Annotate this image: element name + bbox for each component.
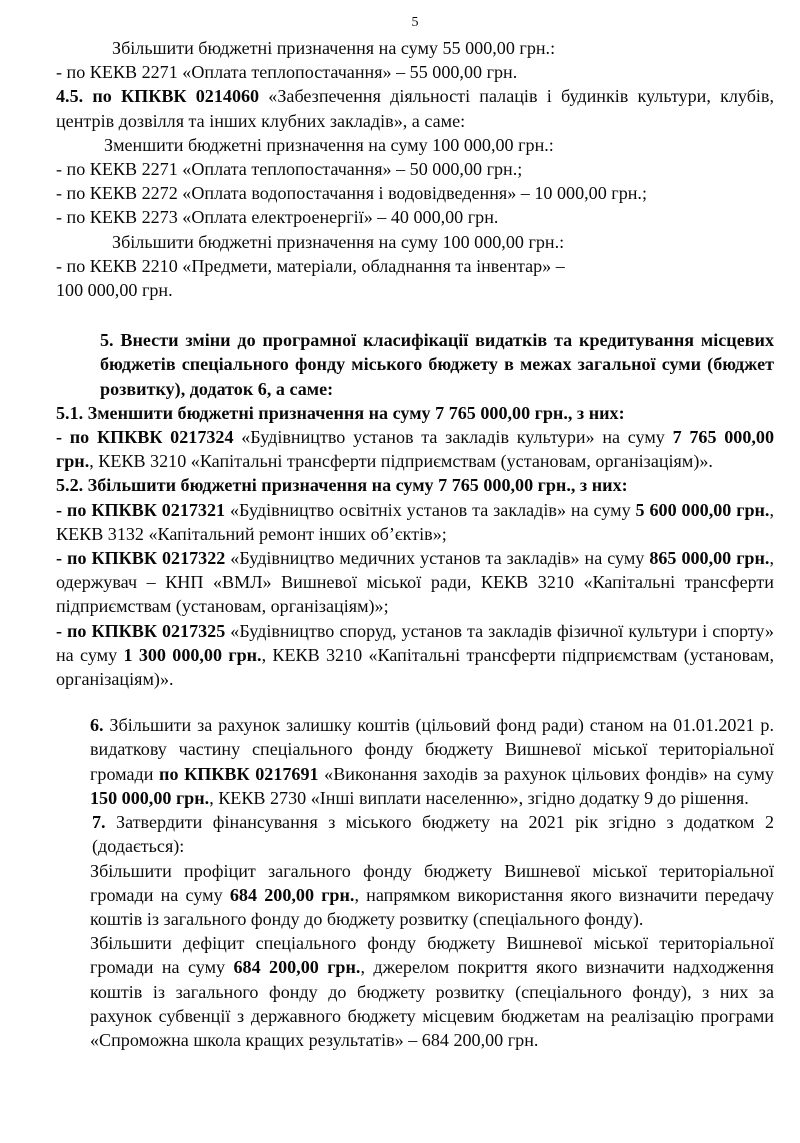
section-5-2-item-1-mid: «Будівництво освітніх установ та закладів» на суму: [225, 499, 636, 520]
section-5: [56, 328, 774, 691]
section-6-text-c: , КЕКВ 2730 «Інші виплати населенню», згідно додатку 9 до рішення.: [209, 787, 749, 808]
section-5-2-heading: 5.2. Збільшити бюджетні призначення на суму 7 765 000,00 грн., з них:: [56, 475, 628, 496]
section-5-2-item-1: [56, 498, 774, 546]
section-7-profit-amount: 684 200,00 грн.: [229, 884, 355, 905]
section-5-2-item-1-amount: 5 600 000,00 грн.: [635, 499, 770, 520]
kekv-2271-50000-line: - по КЕКВ 2271 «Оплата теплопостачання» – 50 000,00 грн.;: [56, 159, 523, 180]
kekv-2273-40000-line: - по КЕКВ 2273 «Оплата електроенергії» – 40 000,00 грн.: [56, 207, 499, 228]
section-6-amount: 150 000,00 грн.: [90, 787, 210, 808]
section-7-profit-paragraph: [56, 859, 774, 932]
section-6: [56, 713, 774, 810]
section-5-1-heading: 5.1. Зменшити бюджетні призначення на суму 7 765 000,00 грн., з них:: [56, 402, 625, 423]
section-7-deficit-paragraph: [56, 931, 774, 1052]
kekv-2210-line-1: - по КЕКВ 2210 «Предмети, матеріали, обладнання та інвентар» –: [56, 255, 565, 276]
section-5-2-item-1-suffix: , КЕКВ 3132 «Капітальний ремонт інших об’єктів»;: [56, 499, 774, 544]
section-5-2-item-2: [56, 546, 774, 619]
section-6-number: 6.: [90, 715, 104, 736]
section-5-2-item-3-mid: «Будівництво споруд, установ та закладів фізичної культури і спорту» на суму: [56, 620, 774, 665]
section-7-deficit-text-a: Збільшити дефіцит спеціального фонду бюджету Вишневої міської територіальної громади на суму: [90, 933, 774, 978]
section-6-text-a: Збільшити за рахунок залишку коштів (цільовий фонд ради) станом на 01.01.2021 р. видаткову частину спеціального фонду бюджету Вишневої міської територіальної громади: [90, 715, 774, 784]
section-5-2-item-2-suffix: , одержувач – КНП «ВМЛ» Вишневої міської ради, КЕКВ 3210 «Капітальні трансферти підприємствам (установам, організаціям)»;: [56, 548, 774, 617]
kekv-2271-55000-line: - по КЕКВ 2271 «Оплата теплопостачання» – 55 000,00 грн.: [56, 62, 518, 83]
section-5-1-item-1-amount: 7 765 000,00 грн.: [56, 427, 774, 472]
section-4-5-label: 4.5. по КПКВК 0214060: [56, 86, 260, 107]
decrease-100000-line: Зменшити бюджетні призначення на суму 100 000,00 грн.:: [104, 134, 554, 155]
section-4-5: [56, 84, 774, 302]
increase-100000-line: Збільшити бюджетні призначення на суму 100 000,00 грн.:: [112, 231, 565, 252]
kekv-2210-line-2: 100 000,00 грн.: [56, 280, 173, 301]
spacer: [56, 691, 774, 713]
section-7-deficit-amount: 684 200,00 грн.: [233, 957, 361, 978]
section-5-1-item-1-program: - по КПКВК 0217324: [56, 427, 234, 448]
section-7: [56, 810, 774, 1052]
section-4-5-description: «Забезпечення діяльності палаців і будинків культури, клубів, центрів дозвілля та інших клубних закладів», а саме:: [56, 86, 774, 131]
section-4-5-paragraph: [56, 84, 774, 132]
section-6-program: по КПКВК 0217691: [159, 763, 319, 784]
section-7-deficit-text-b: , джерелом покриття якого визначити надходження коштів із загального фонду до бюджету розвитку (спеціального фонду), з них за рахунок субвенції з державного бюджету місцевим бюджетам на реалізацію програми «Спроможна школа кращих результатів» – 684 200,00 грн.: [90, 957, 774, 1050]
section-5-1-item-1: [56, 425, 774, 473]
section-5-2-item-3-program: - по КПКВК 0217325: [56, 620, 226, 641]
section-6-paragraph: [56, 713, 774, 810]
section-5-2-item-3-amount: 1 300 000,00 грн.: [123, 644, 262, 665]
section-7-profit-text-b: , напрямком використання якого визначити передачу коштів із загального фонду до бюджету розвитку (спеціального фонду).: [90, 884, 774, 929]
increase-55000-line: Збільшити бюджетні призначення на суму 55 000,00 грн.:: [112, 38, 556, 58]
section-7-profit-text-a: Збільшити профіцит загального фонду бюджету Вишневої міської територіальної громади на суму: [90, 860, 774, 905]
section-5-2-item-2-program: - по КПКВК 0217322: [56, 548, 226, 569]
section-5-2-item-2-amount: 865 000,00 грн.: [649, 548, 770, 569]
page-number: 5: [411, 15, 419, 30]
section-6-text-b: «Виконання заходів за рахунок цільових фондів» на суму: [318, 763, 774, 784]
section-4-4-tail: [56, 36, 774, 84]
section-7-paragraph: [56, 810, 774, 858]
section-5-1-item-1-suffix: , КЕКВ 3210 «Капітальні трансферти підприємствам (установам, організаціям)».: [89, 451, 713, 472]
spacer: [56, 302, 774, 328]
section-5-2-item-3-suffix: , КЕКВ 3210 «Капітальні трансферти підприємствам (установам, організаціям)».: [56, 644, 774, 690]
section-5-1-item-1-mid: «Будівництво установ та закладів культури» на суму: [233, 427, 673, 448]
section-5-heading: 5. Внести зміни до програмної класифікації видатків та кредитування місцевих бюджетів спеціального фонду міського бюджету в межах загальної суми (бюджет розвитку), додаток 6, а саме:: [100, 330, 774, 399]
section-5-2-item-1-program: - по КПКВК 0217321: [56, 499, 226, 520]
section-7-number: 7.: [92, 812, 106, 833]
section-7-text: Затвердити фінансування з міського бюджету на 2021 рік згідно з додатком 2 (додається):: [92, 812, 774, 857]
kekv-2272-10000-line: - по КЕКВ 2272 «Оплата водопостачання і водовідведення» – 10 000,00 грн.;: [56, 183, 647, 204]
section-5-2-item-2-mid: «Будівництво медичних установ та закладів» на суму: [225, 548, 650, 569]
section-5-2-item-3: [56, 619, 774, 692]
